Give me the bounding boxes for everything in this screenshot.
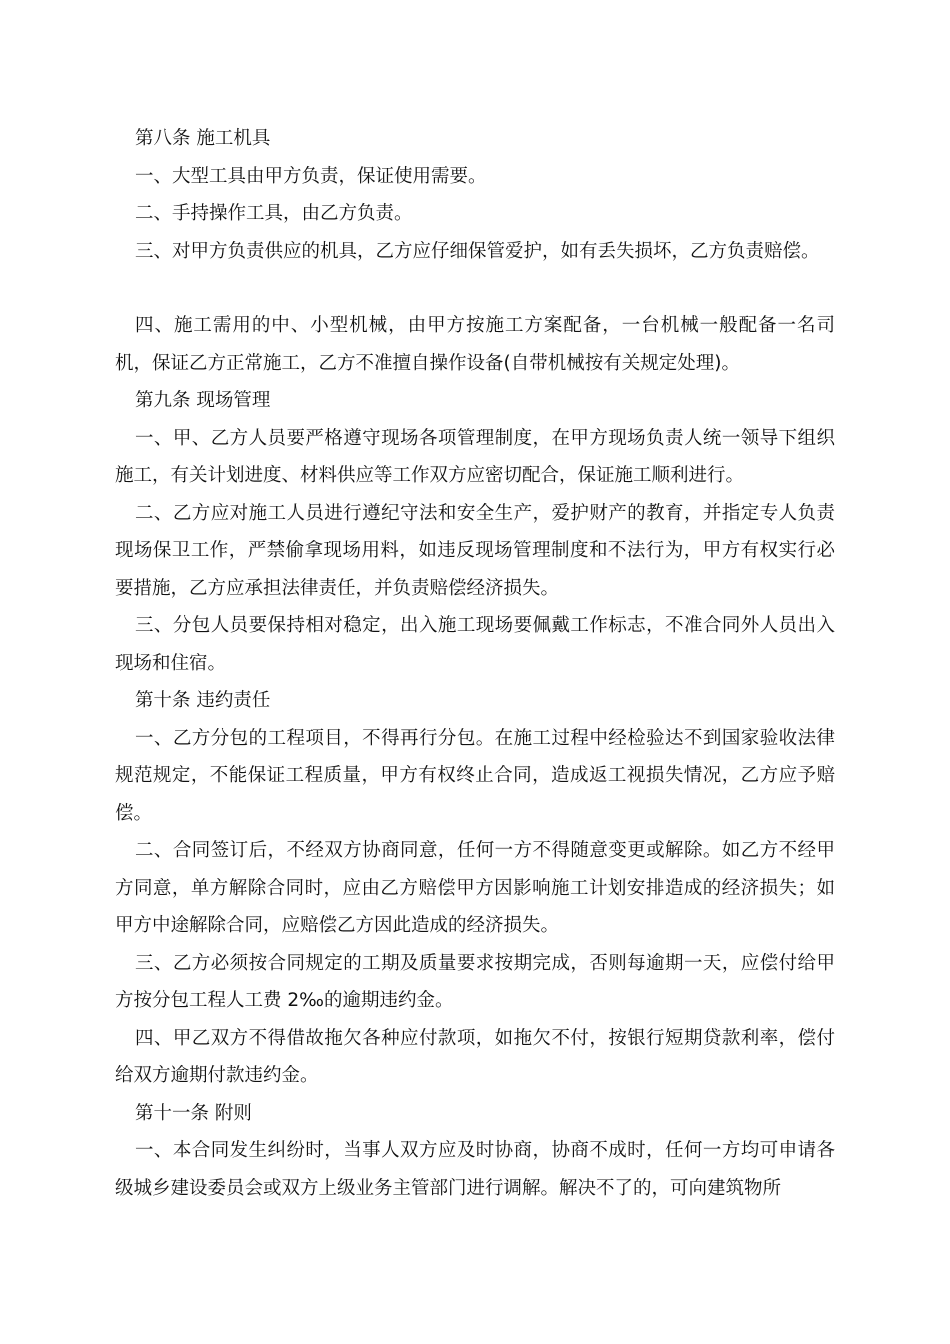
- article-9-title: 第九条 现场管理: [135, 390, 271, 411]
- article-9-item-1: 一、甲、乙方人员要严格遵守现场各项管理制度，在甲方现场负责人统一领导下组织施工，有关计划进度、材料供应等工作双方应密切配合，保证施工顺利进行。: [115, 427, 835, 486]
- article-10-item-4: 四、甲乙双方不得借故拖欠各种应付款项，如拖欠不付，按银行短期贷款利率，偿付给双方逾期付款违约金。: [115, 1027, 835, 1086]
- article-10-item-1: 一、乙方分包的工程项目，不得再行分包。在施工过程中经检验达不到国家验收法律规范规定，不能保证工程质量，甲方有权终止合同，造成返工视损失情况，乙方应予赔偿。: [115, 727, 835, 824]
- article-8-item-3: 三、对甲方负责供应的机具，乙方应仔细保管爱护，如有丢失损坏，乙方负责赔偿。: [135, 240, 820, 262]
- article-9-item-3: 三、分包人员要保持相对稳定，出入施工现场要佩戴工作标志，不准合同外人员出入现场和住宿。: [115, 615, 835, 674]
- document-body: [115, 120, 835, 1207]
- article-11-item-1: 一、本合同发生纠纷时，当事人双方应及时协商，协商不成时，任何一方均可申请各级城乡建设委员会或双方上级业务主管部门进行调解。解决不了的，可向建筑物所: [115, 1140, 835, 1199]
- paragraph-gap: [115, 270, 835, 307]
- article-9-item-2: 二、乙方应对施工人员进行遵纪守法和安全生产，爱护财产的教育，并指定专人负责现场保卫工作，严禁偷拿现场用料，如违反现场管理制度和不法行为，甲方有权实行必要措施，乙方应承担法律责任，并负责赔偿经济损失。: [115, 502, 835, 599]
- article-10-item-3: 三、乙方必须按合同规定的工期及质量要求按期完成，否则每逾期一天，应偿付给甲方按分包工程人工费 2‰的逾期违约金。: [115, 952, 835, 1011]
- article-8-item-4: 四、施工需用的中、小型机械，由甲方按施工方案配备，一台机械一般配备一名司机，保证乙方正常施工，乙方不准擅自操作设备(自带机械按有关规定处理)。: [115, 315, 835, 374]
- article-10-item-2: 二、合同签订后，不经双方协商同意，任何一方不得随意变更或解除。如乙方不经甲方同意，单方解除合同时，应由乙方赔偿甲方因影响施工计划安排造成的经济损失；如甲方中途解除合同，应赔偿乙方因此造成的经济损失。: [115, 840, 835, 936]
- article-10-title: 第十条 违约责任: [135, 690, 271, 711]
- article-8-item-2: 二、手持操作工具，由乙方负责。: [135, 203, 413, 224]
- article-11-title: 第十一条 附则: [135, 1102, 252, 1124]
- article-8-title: 第八条 施工机具: [135, 128, 271, 149]
- article-8-item-1: 一、大型工具由甲方负责，保证使用需要。: [135, 165, 487, 187]
